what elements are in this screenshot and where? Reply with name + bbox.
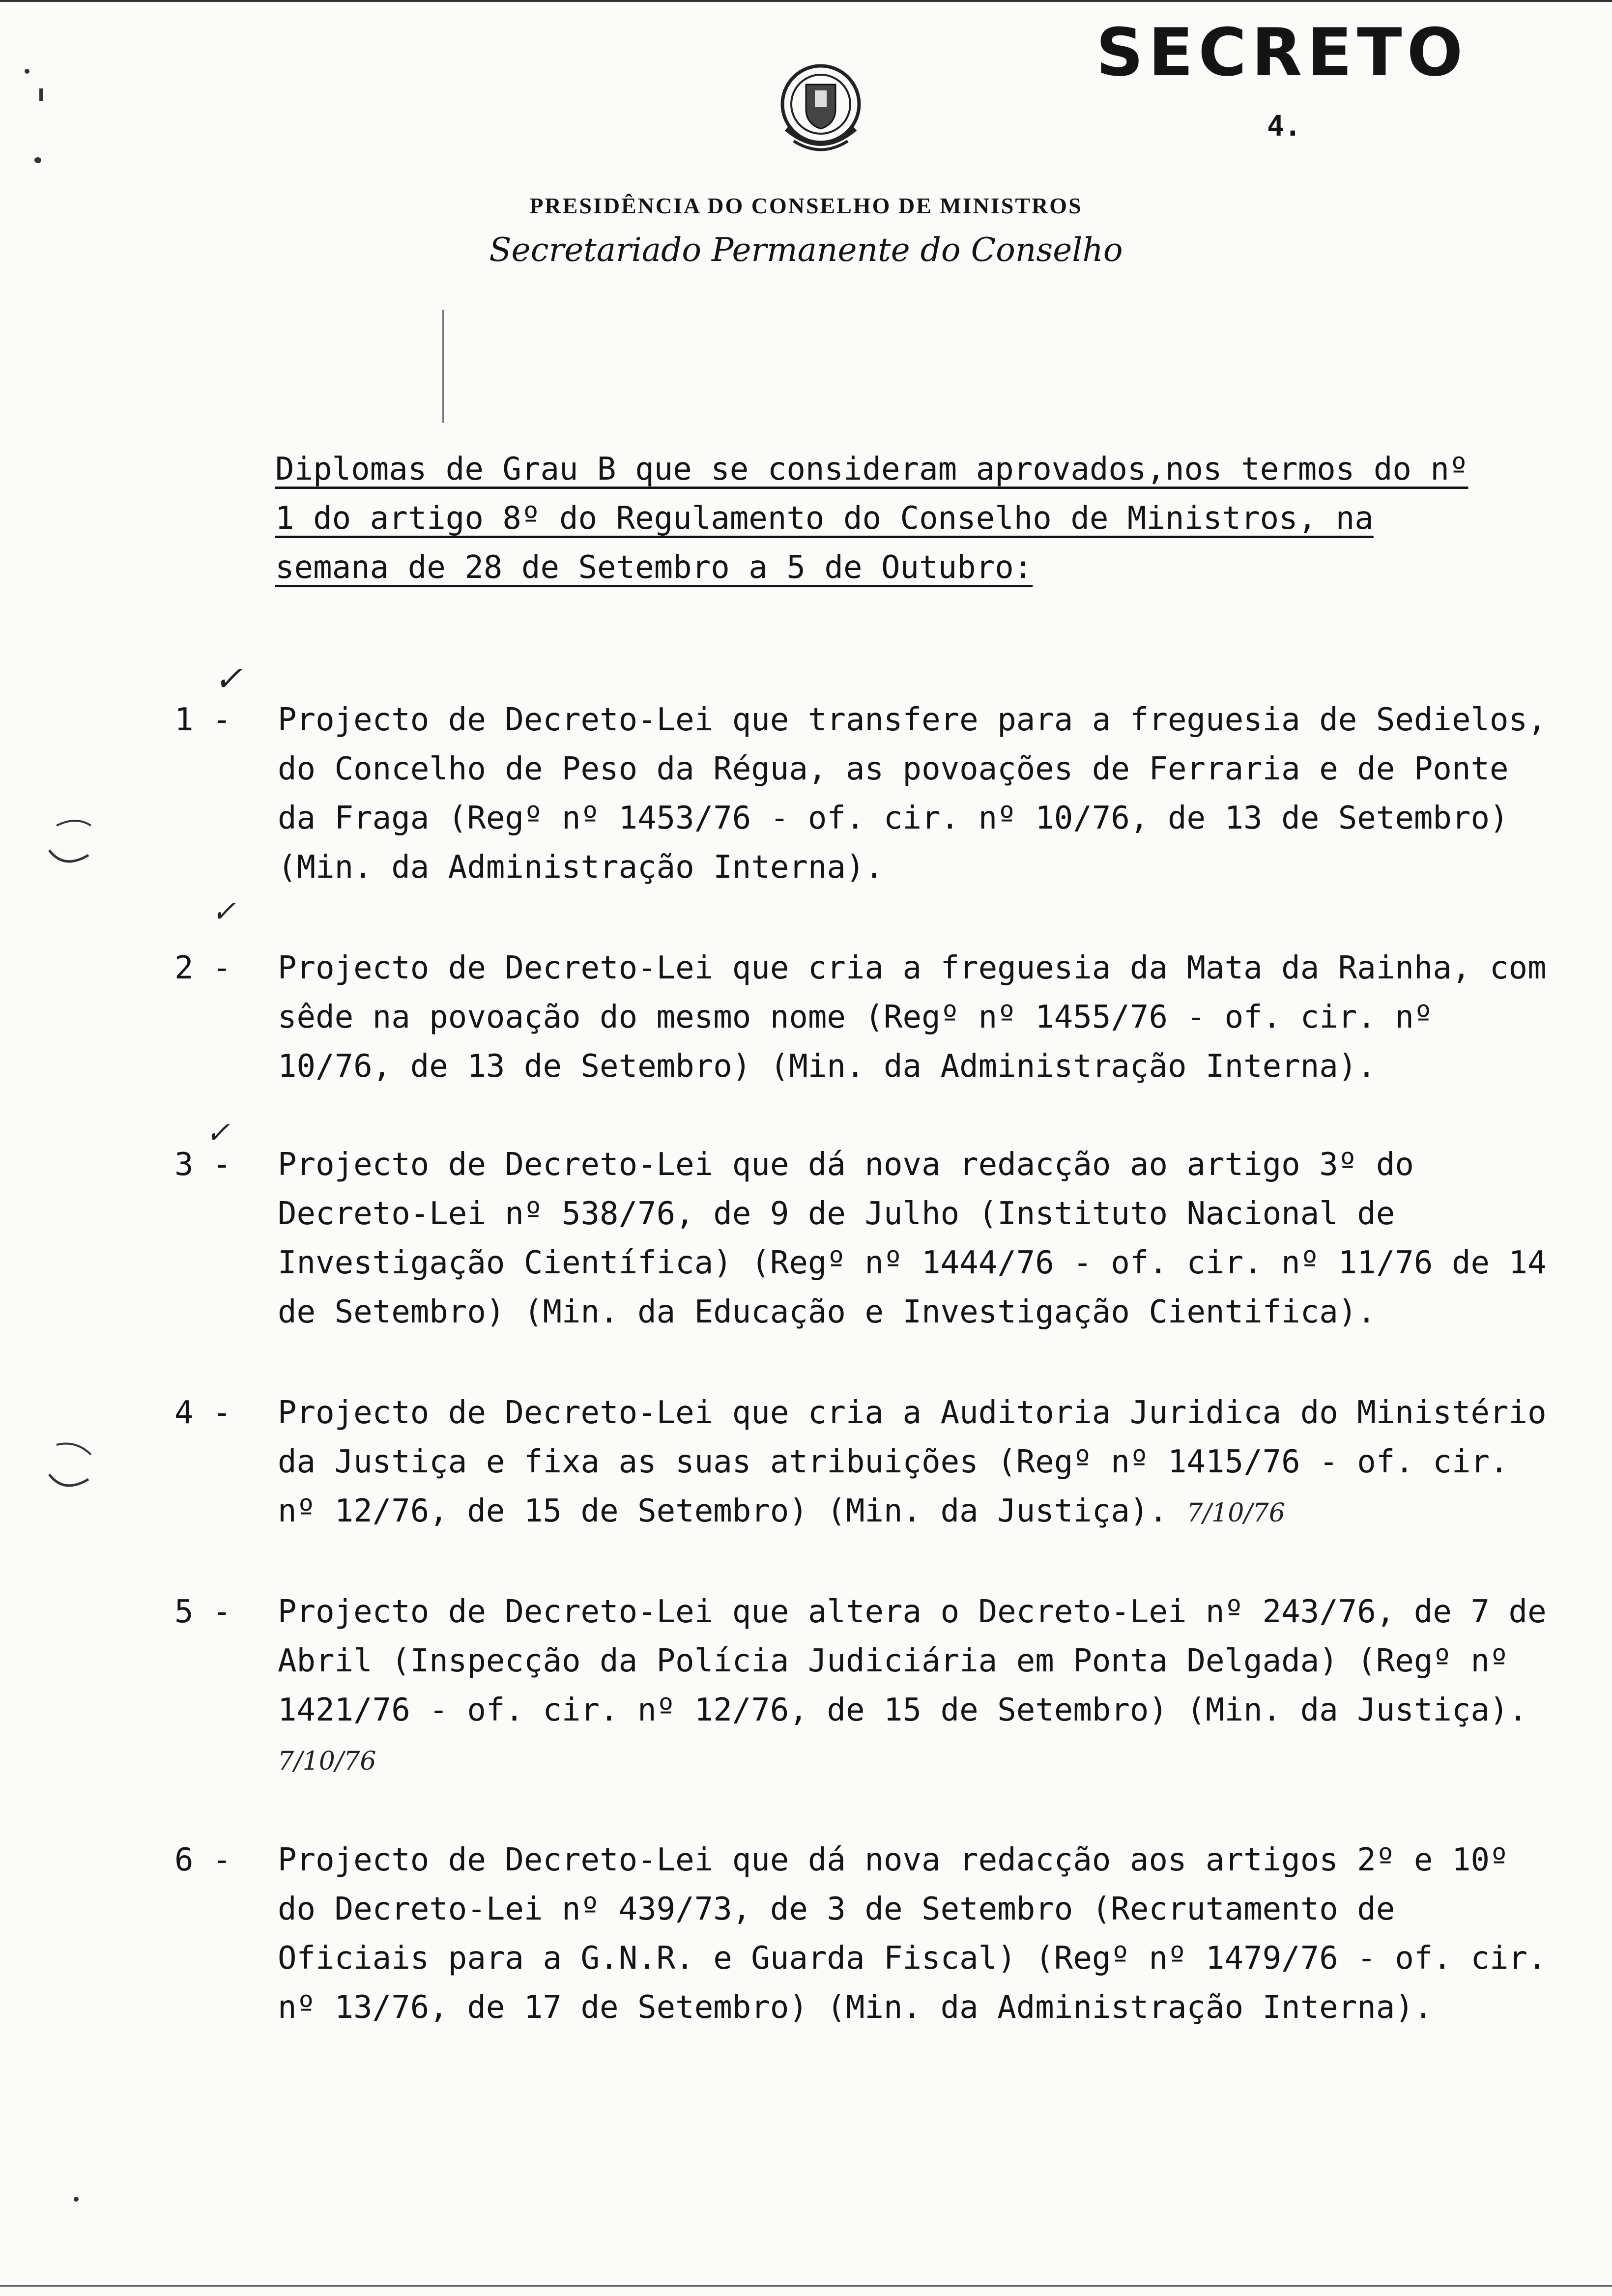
institution-name: PRESIDÊNCIA DO CONSELHO DE MINISTROS	[529, 193, 1083, 218]
ink-stroke	[442, 310, 444, 423]
scan-bottom-edge	[0, 2285, 1612, 2287]
item-text: Projecto de Decreto-Lei que dá nova redacção ao artigo 3º do Decreto-Lei nº 538/76, de 9 de Julho (Instituto Nacional de Investigação Científica) (Regº nº 1444/76 - of. cir. nº 11/76 de 14 de Setembro) (Min. da Educação e Investigação Cientifica).	[278, 1147, 1547, 1330]
document-heading: Diplomas de Grau B que se consideram aprovados,nos termos do nº 1 do artigo 8º do Regulamento do Conselho de Ministros, na semana de 28 de Setembro a 5 de Outubro:	[275, 451, 1468, 586]
item-number: 2 -	[174, 950, 231, 986]
item-text	[278, 1587, 1551, 1786]
list-item	[174, 695, 1551, 892]
binder-hole-mark	[44, 811, 98, 880]
list-item	[174, 944, 1551, 1091]
item-text: Projecto de Decreto-Lei que transfere para a freguesia de Sedielos, do Concelho de Peso da Régua, as povoações de Ferraria e de Ponte da Fraga (Regº nº 1453/76 - of. cir. nº 10/76, de 13 de Setembro) (Min. da Administração Interna).	[278, 702, 1547, 886]
classification-stamp: SECRETO	[1096, 14, 1468, 91]
item-text: Projecto de Decreto-Lei que cria a freguesia da Mata da Rainha, com sêde na povoação do mesmo nome (Regº nº 1455/76 - of. cir. nº 10/76, de 13 de Setembro) (Min. da Administração Interna).	[278, 950, 1547, 1085]
binder-hole-mark	[44, 1430, 98, 1504]
item-text-body: Projecto de Decreto-Lei que cria a Auditoria Juridica do Ministério da Justiça e fixa as suas atribuições (Regº nº 1415/76 - of. cir. nº 12/76, de 15 de Setembro) (Min. da Justiça).	[278, 1395, 1547, 1529]
list-item	[174, 1140, 1551, 1337]
scan-top-edge	[0, 0, 1612, 2]
scan-speck	[39, 88, 43, 101]
handwritten-date: 7/10/76	[278, 1747, 376, 1776]
item-text	[278, 1388, 1551, 1538]
check-mark-icon: ✓	[211, 894, 236, 929]
item-number: 5 -	[174, 1594, 231, 1630]
check-mark-icon: ✓	[205, 1116, 230, 1150]
item-number: 6 -	[174, 1842, 231, 1878]
item-text: Projecto de Decreto-Lei que dá nova redacção aos artigos 2º e 10º do Decreto-Lei nº 439/73, de 3 de Setembro (Recrutamento de Oficiais para a G.N.R. e Guarda Fiscal) (Regº nº 1479/76 - of. cir. nº 13/76, de 17 de Setembro) (Min. da Administração Interna).	[278, 1842, 1547, 2026]
page-number: 4.	[1267, 109, 1301, 143]
item-number: 3 -	[174, 1147, 231, 1183]
department-name: Secretariado Permanente do Conselho	[489, 231, 1123, 269]
list-item	[174, 1388, 1551, 1538]
scan-speck	[74, 2197, 79, 2202]
check-mark-icon: ✓	[214, 659, 243, 699]
list-item	[174, 1587, 1551, 1786]
scan-speck	[34, 157, 41, 163]
item-number: 4 -	[174, 1395, 231, 1431]
item-number: 1 -	[174, 702, 231, 738]
coat-of-arms-seal	[767, 55, 875, 163]
item-text-body: Projecto de Decreto-Lei que altera o Decreto-Lei nº 243/76, de 7 de Abril (Inspecção da Polícia Judiciária em Ponta Delgada) (Regº nº 1421/76 - of. cir. nº 12/76, de 15 de Setembro) (Min. da Justiça).	[278, 1594, 1547, 1728]
scan-speck	[25, 69, 29, 74]
list-item	[174, 1836, 1551, 2032]
handwritten-date: 7/10/76	[1186, 1498, 1285, 1528]
